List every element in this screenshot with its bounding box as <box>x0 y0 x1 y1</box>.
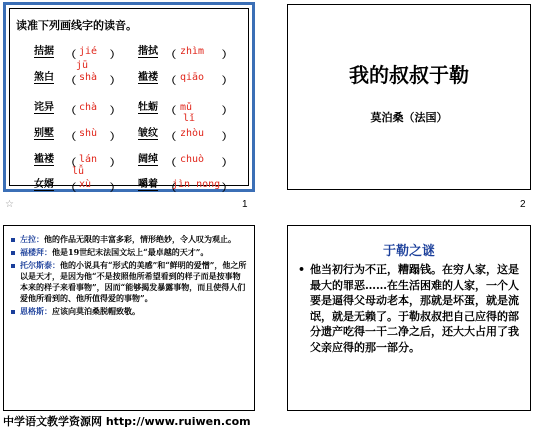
pinyin: zhìm <box>180 46 205 57</box>
body-text: 他当初行为不正，糟蹋钱。在穷人家，这是最大的罪恶……在生活困难的人家，一个人要是逼得父母动老本，那就是坏蛋，就是流氓，就是无赖了。于勒叔叔把自己应得的部分遗产吃得一干二净之后，还大大占用了我父亲应得的那一部分。 <box>310 263 519 354</box>
pinyin: jū <box>76 60 89 71</box>
vocab-word: 女婿 <box>34 179 54 190</box>
vocab-word: 拮据 <box>34 46 54 57</box>
critic-list <box>10 234 248 319</box>
pinyin: lǚ <box>72 166 85 177</box>
star-icon: ☆ <box>5 199 14 210</box>
slide-title: 于勒之谜 <box>382 244 435 259</box>
bullet-icon: • <box>298 263 306 276</box>
vocab-row: 褴褛 （ lán ） 阔绰 （ chuò ） <box>34 154 232 169</box>
vocab-word: 褴褛 <box>34 154 54 165</box>
slide-1-thumbnail[interactable] <box>3 2 255 192</box>
pinyin: lǐ <box>183 113 196 124</box>
vocab-word: 牡蛎 <box>138 102 158 113</box>
pinyin: shù <box>79 128 98 139</box>
vocab-word: 诧异 <box>34 102 54 113</box>
slide-4-thumbnail[interactable] <box>287 225 531 411</box>
pinyin: shà <box>79 72 98 83</box>
critic-name: 福楼拜： <box>20 247 52 257</box>
vocab-row: 拮据 （ jié ） 揩拭 （ zhìm ） <box>34 46 232 61</box>
pinyin: zhòu <box>180 128 205 139</box>
pinyin: lán <box>79 154 98 165</box>
vocab-word: 别墅 <box>34 128 54 139</box>
critic-name: 恩格斯： <box>20 306 52 316</box>
pinyin: qiāo <box>180 72 205 83</box>
vocab-heading: 读准下列画线字的读音。 <box>16 19 137 32</box>
vocab-word: 皱纹 <box>138 128 158 139</box>
vocab-row: 诧异 （ chà ） 牡蛎 （ mǔ ） <box>34 102 232 117</box>
pinyin: chà <box>79 102 98 113</box>
vocab-row: 女婿 （ xù ） 嚼着 （ jìn nong ） <box>34 179 232 194</box>
pinyin: mǔ <box>180 102 193 113</box>
critic-quote: 他是19世纪末法国文坛上“最卓越的天才”。 <box>52 247 209 257</box>
slide-author: 莫泊桑（法国） <box>370 111 448 124</box>
vocab-word: 嚼着 <box>138 179 158 190</box>
slide-number: 2 <box>520 199 526 210</box>
vocab-word: 阔绰 <box>138 154 158 165</box>
vocab-word: 揩拭 <box>138 46 158 57</box>
critic-name: 托尔斯泰： <box>20 260 60 270</box>
slide-title: 我的叔叔于勒 <box>349 63 469 87</box>
vocab-row: 煞白 （ shà ） 褴褛 （ qiāo ） <box>34 72 232 87</box>
critic-quote: 应该向莫泊桑脱帽致敬。 <box>52 306 140 316</box>
pinyin: jìn nong <box>172 179 221 190</box>
slide-number: 1 <box>242 199 248 210</box>
footer-watermark: 中学语文教学资源网 http://www.ruiwen.com <box>3 415 251 428</box>
slide-3-thumbnail[interactable] <box>3 225 255 411</box>
slide-2-thumbnail[interactable] <box>287 4 531 190</box>
pinyin: chuò <box>180 154 205 165</box>
pinyin: jié <box>79 46 98 57</box>
pinyin: xù <box>79 179 92 190</box>
critic-quote: 他的作品无限的丰富多彩，情形绝妙，令人叹为观止。 <box>44 234 236 244</box>
list-item <box>10 260 248 304</box>
critic-name: 左拉： <box>20 234 44 244</box>
vocab-word: 褴褛 <box>138 72 158 83</box>
vocab-row: 别墅 （ shù ） 皱纹 （ zhòu ） <box>34 128 232 143</box>
list-item <box>10 234 248 245</box>
critic-quote: 他的小说具有“形式的美感”和“鲜明的爱憎”，他之所以是天才，是因为他“不是按照他所希望看到的样子而是按事物本来的样子来看事物”，因而“能够揭发暴露事物，而且使得人们爱他所看到的、他所值得爱的事物”。 <box>20 260 247 303</box>
slide-body <box>298 262 520 355</box>
vocab-word: 煞白 <box>34 72 54 83</box>
list-item <box>10 247 248 258</box>
list-item <box>10 306 248 317</box>
slide-1-frame <box>9 8 249 194</box>
